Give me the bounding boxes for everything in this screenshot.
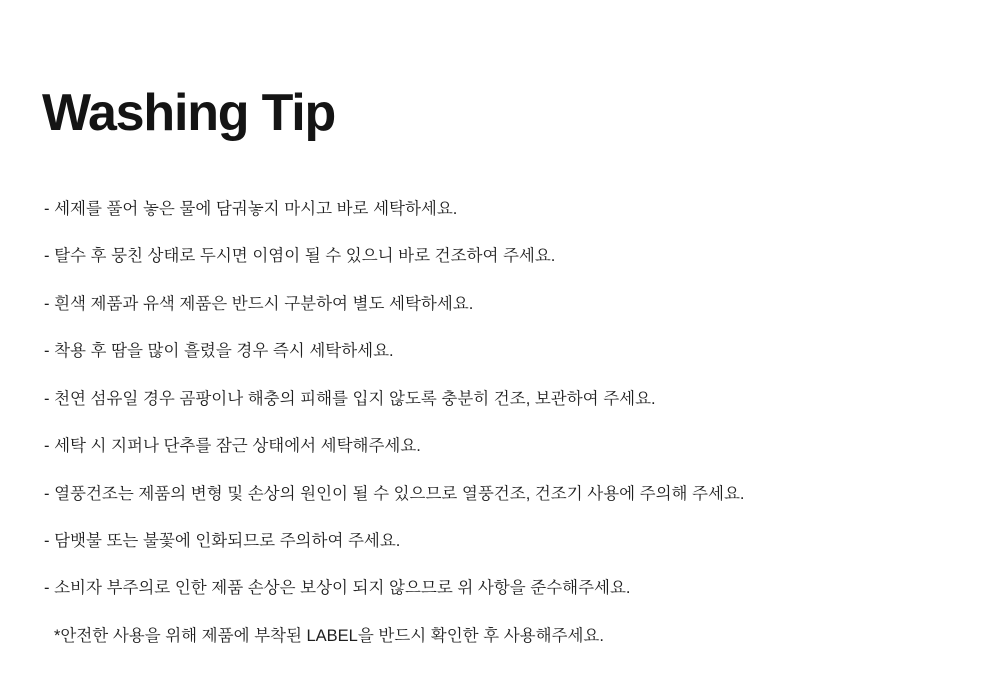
list-item: - 탈수 후 뭉친 상태로 두시면 이염이 될 수 있으니 바로 건조하여 주세요. [44, 247, 556, 266]
list-item: - 세탁 시 지퍼나 단추를 잠근 상태에서 세탁해주세요. [44, 437, 421, 456]
list-item: - 착용 후 땀을 많이 흘렸을 경우 즉시 세탁하세요. [44, 342, 394, 361]
safety-note: *안전한 사용을 위해 제품에 부착된 LABEL을 반드시 확인한 후 사용해주세요. [54, 626, 604, 645]
list-item: - 세제를 풀어 놓은 물에 담궈놓지 마시고 바로 세탁하세요. [44, 200, 458, 218]
list-item: - 담뱃불 또는 불꽃에 인화되므로 주의하여 주세요. [44, 531, 401, 550]
list-item: - 열풍건조는 제품의 변형 및 손상의 원인이 될 수 있으므로 열풍건조, 건조기 사용에 주의해 주세요. [44, 484, 745, 503]
list-item: - 천연 섬유일 경우 곰팡이나 해충의 피해를 입지 않도록 충분히 건조, 보관하여 주세요. [44, 389, 656, 408]
washing-tip-list [44, 198, 954, 649]
list-item: - 소비자 부주의로 인한 제품 손상은 보상이 되지 않으므로 위 사항을 준수해주세요. [44, 579, 631, 598]
list-item: - 흰색 제품과 유색 제품은 반드시 구분하여 별도 세탁하세요. [44, 294, 474, 313]
page-title: Washing Tip [42, 83, 336, 142]
